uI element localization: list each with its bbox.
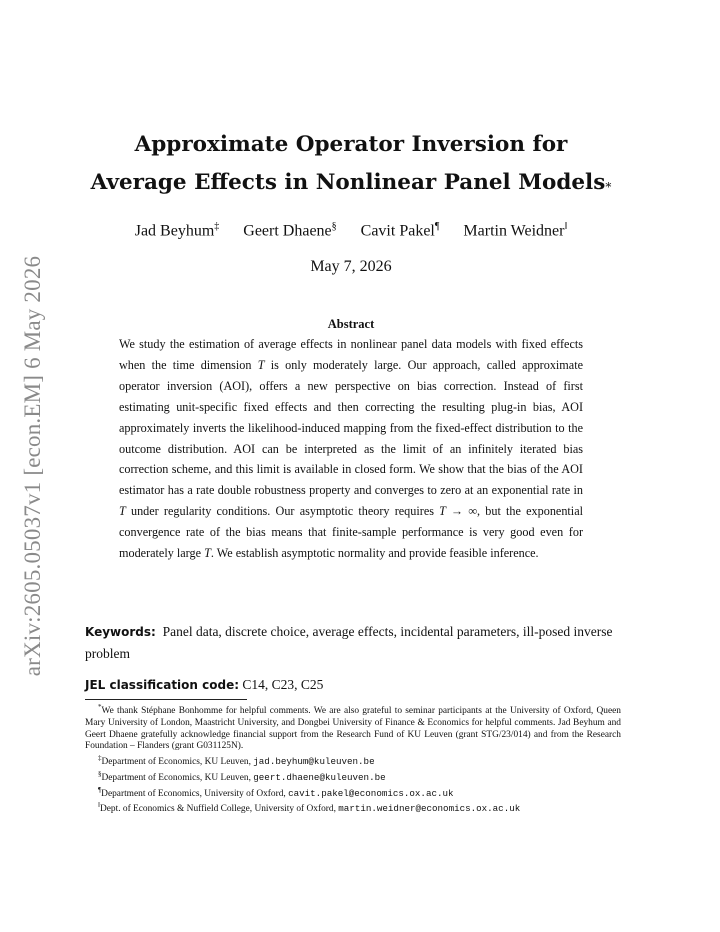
footnote-affiliation: ‡Department of Economics, KU Leuven, jad.beyhum@kuleuven.be — [98, 753, 375, 768]
title-line-2: Average Effects in Nonlinear Panel Models* — [90, 170, 612, 195]
footnotes — [85, 702, 621, 816]
jel-text: C14, C23, C25 — [242, 677, 324, 692]
email-link[interactable]: geert.dhaene@kuleuven.be — [253, 771, 386, 783]
author: Martin Weidner‖ — [463, 221, 568, 240]
author: Cavit Pakel¶ — [360, 221, 440, 240]
author: Geert Dhaene§ — [243, 221, 337, 240]
email-link[interactable]: cavit.pakel@economics.ox.ac.uk — [288, 787, 454, 799]
arxiv-identifier: arXiv:2605.05037v1 [econ.EM] 6 May 2026 — [20, 255, 45, 677]
jel-label: JEL classification code: — [85, 678, 240, 692]
email-link[interactable]: martin.weidner@economics.ox.ac.uk — [338, 803, 521, 815]
title-line-1: Approximate Operator Inversion for — [134, 132, 568, 157]
title-footnote-mark: * — [605, 180, 612, 194]
author-list — [80, 221, 622, 240]
jel-codes — [85, 677, 620, 693]
footnote-affiliation: §Department of Economics, KU Leuven, geert.dhaene@kuleuven.be — [98, 769, 386, 783]
footnote-affiliation: ‖Dept. of Economics & Nuffield College, University of Oxford, martin.weidner@economics.ox.ac.uk — [98, 801, 521, 815]
paper-title — [80, 126, 622, 202]
keywords-text: Panel data, discrete choice, average effects, incidental parameters, ill-posed inverse problem — [85, 624, 613, 661]
publication-date: May 7, 2026 — [310, 258, 392, 275]
email-link[interactable]: jad.beyhum@kuleuven.be — [253, 756, 375, 768]
abstract-heading: Abstract — [327, 317, 375, 331]
author: Jad Beyhum‡ — [134, 221, 220, 240]
keywords-label: Keywords: — [85, 625, 156, 639]
footnote-affiliation: ¶Department of Economics, University of Oxford, cavit.pakel@economics.ox.ac.uk — [98, 785, 454, 799]
footnote-thanks: *We thank Stéphane Bonhomme for helpful comments. We are also grateful to seminar participants at the University of Oxford, Queen Mary University of London, Maastricht University, and Dongbei University of Finance & Economics for helpful comments. Jad Beyhum and Geert Dhaene gratefully acknowledge financial support from the Research Fund of KU Leuven (grant STG/23/014) and from the Research Foundation – Flanders (grant G031125N). — [85, 703, 621, 752]
footnote-rule — [85, 699, 247, 700]
abstract-body: We study the estimation of average effects in nonlinear panel data models with fixed effects when the time dimension T is only moderately large. Our approach, called approximate operator inversion (AOI), offers a new perspective on bias correction. Instead of first estimating unit-specific fixed effects and then correcting the resulting plug-in bias, AOI approximately inverts the likelihood-induced mapping from the fixed-effect distribution to the outcome distribution. AOI can be interpreted as the limit of an infinitely iterated bias correction scheme, and this limit is available in closed form. We show that the bias of the AOI estimator has a rate double robustness property and converges to zero at an exponential rate in T under regularity conditions. Our asymptotic theory requires T → ∞, but the exponential convergence rate of the bias means that finite-sample performance is very good even for moderately large T. We establish asymptotic normality and provide feasible inference. — [119, 337, 583, 561]
keywords — [85, 621, 620, 665]
